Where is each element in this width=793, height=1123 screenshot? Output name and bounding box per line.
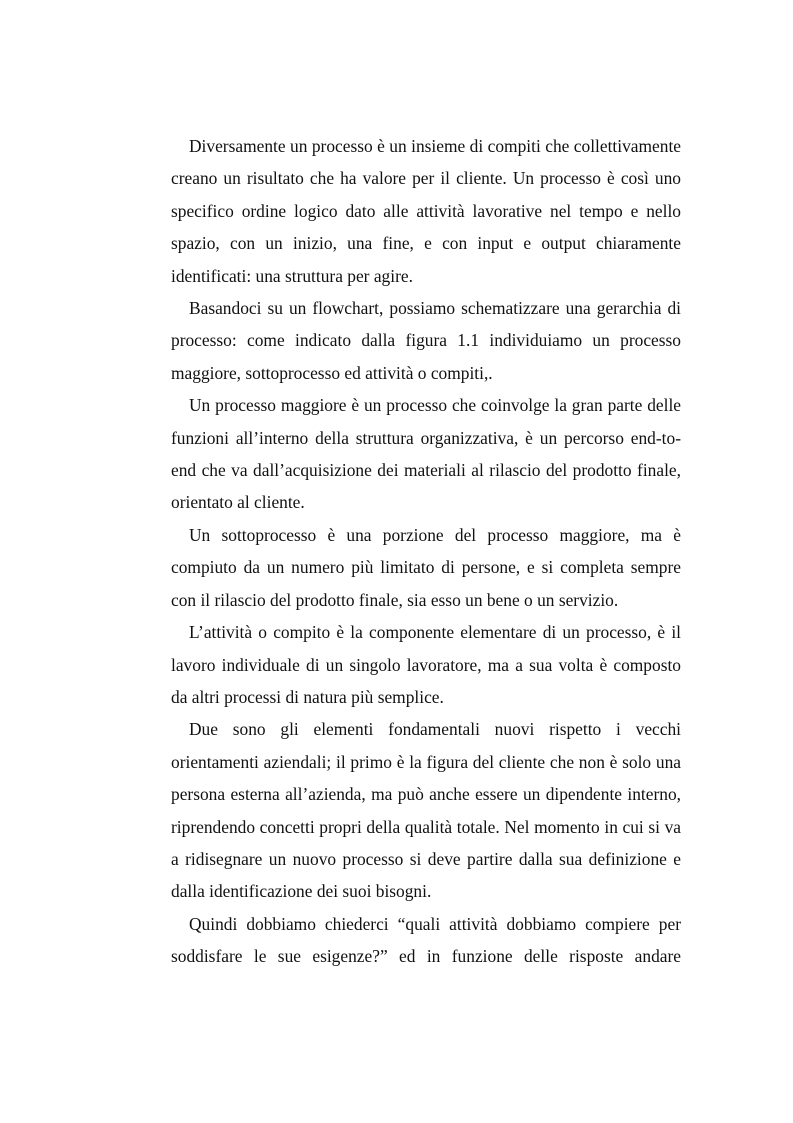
- paragraph-fundamental-elements: Due sono gli elementi fondamentali nuovi rispetto i vecchi orientamenti aziendali; il primo è la figura del cliente che non è solo una persona esterna all’azienda, ma può anche essere un dipendente interno, riprendendo concetti propri della qualità totale. Nel momento in cui si va a ridisegnare un nuovo processo si deve partire dalla sua definizione e dalla identificazione dei suoi bisogni.: [171, 719, 681, 902]
- paragraph-major-process: Un processo maggiore è un processo che coinvolge la gran parte delle funzioni all’interno della struttura organizzativa, è un percorso end-to-end che va dall’acquisizione dei materiali al rilascio del prodotto finale, orientato al cliente.: [171, 395, 681, 513]
- paragraph-process-definition: Diversamente un processo è un insieme di compiti che collettivamente creano un risultato che ha valore per il cliente. Un processo è così uno specifico ordine logico dato alle attività lavorative nel tempo e nello spazio, con un inizio, una fine, e con input e output chiaramente identificati: una struttura per agire.: [171, 136, 681, 286]
- paragraph-subprocess: Un sottoprocesso è una porzione del processo maggiore, ma è compiuto da un numero più limitato di persone, e si completa sempre con il rilascio del prodotto finale, sia esso un bene o un servizio.: [171, 524, 681, 610]
- body-text: [171, 130, 681, 973]
- paragraph-process-hierarchy: Basandoci su un flowchart, possiamo schematizzare una gerarchia di processo: come indicato dalla figura 1.1 individuiamo un processo maggiore, sottoprocesso ed attività o compiti,.: [171, 298, 681, 383]
- paragraph-activity: L’attività o compito è la componente elementare di un processo, è il lavoro individuale di un singolo lavoratore, ma a sua volta è composto da altri processi di natura più semplice.: [171, 622, 681, 707]
- paragraph-customer-needs: Quindi dobbiamo chiederci “quali attività dobbiamo compiere per soddisfare le sue esigenze?” ed in funzione delle risposte andare: [171, 913, 681, 967]
